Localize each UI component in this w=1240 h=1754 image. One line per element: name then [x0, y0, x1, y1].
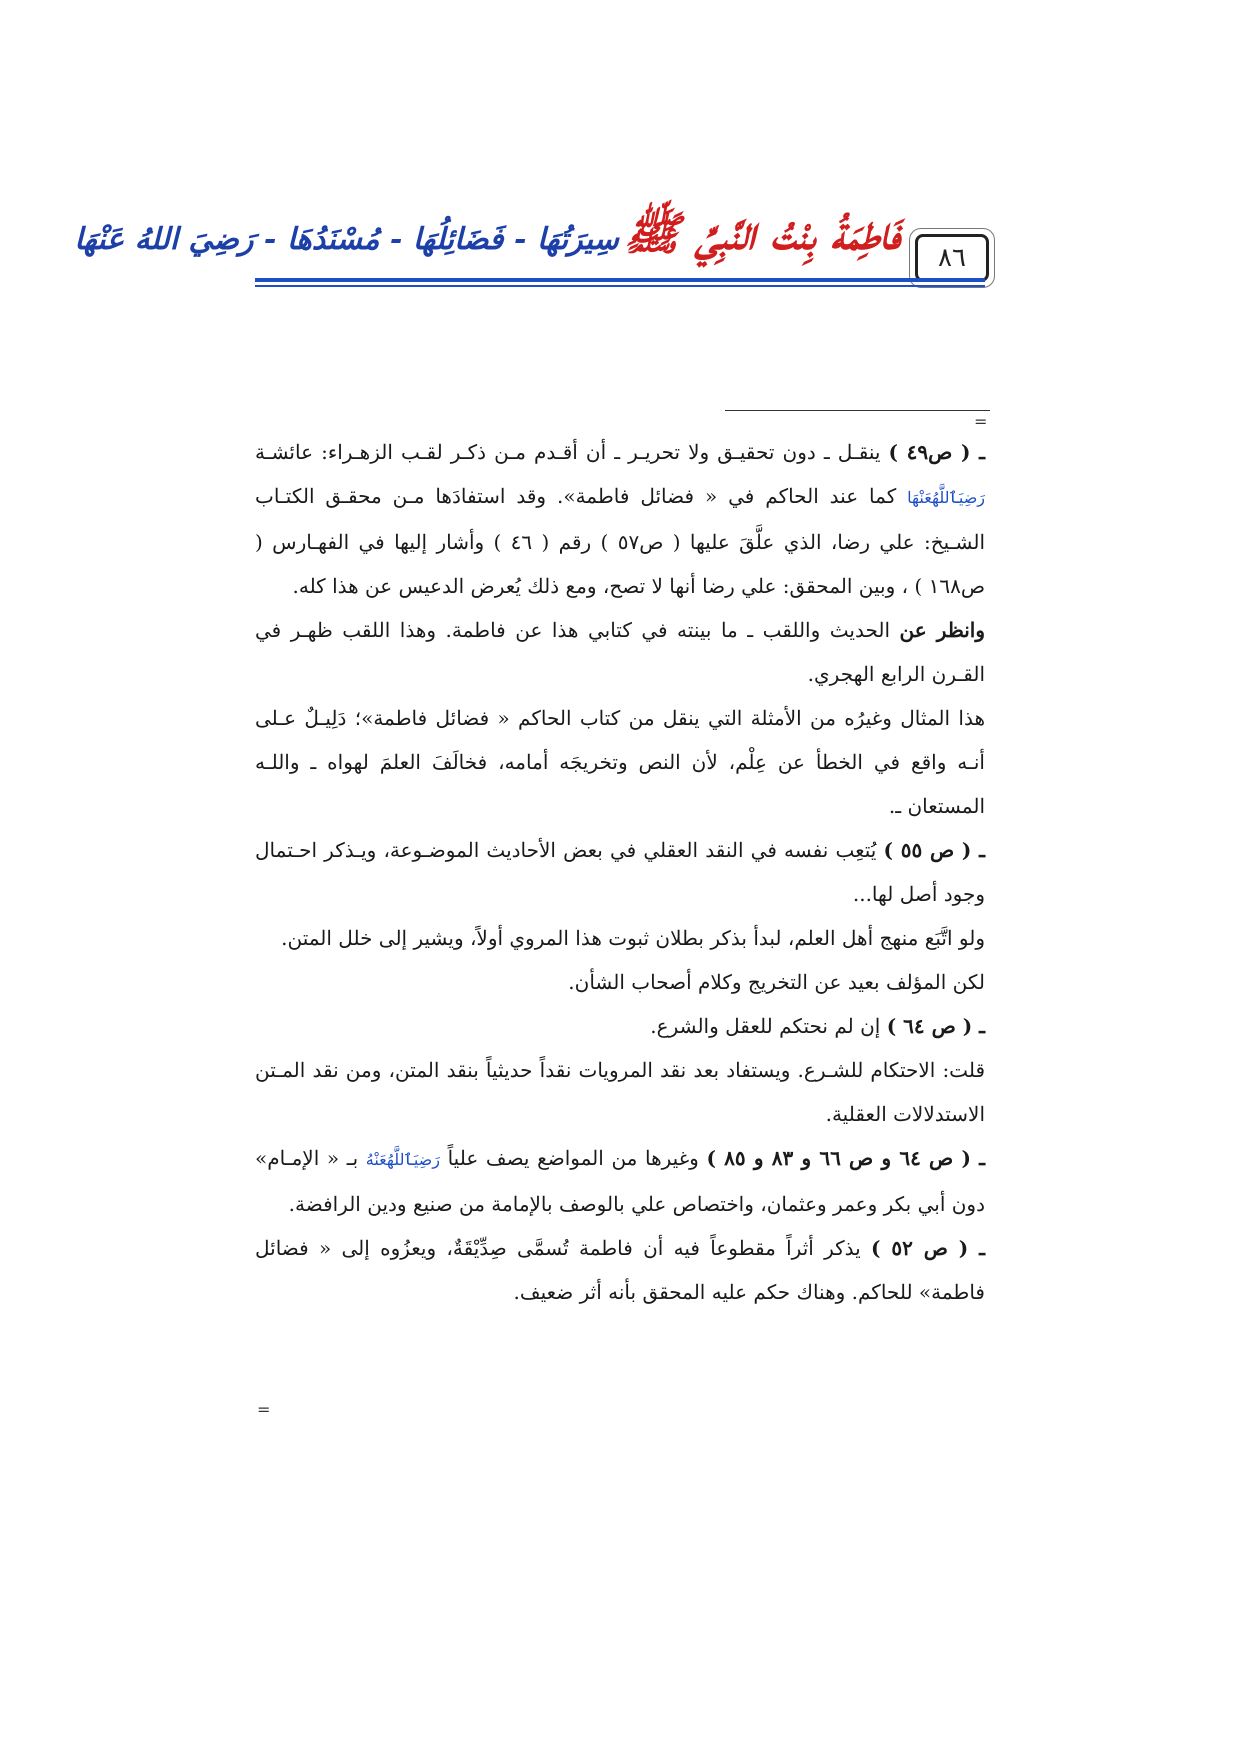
paragraph-lead: وانظر عن [899, 618, 986, 642]
paragraph-lead: ـ ( ص٤٩ ) [888, 440, 985, 464]
paragraph [255, 1136, 985, 1226]
paragraph-text: لكن المؤلف بعيد عن التخريج وكلام أصحاب الشأن. [568, 970, 985, 994]
paragraph-text: الحديث واللقب ـ ما بينته في كتابي هذا عن فاطمة. وهذا اللقب ظهـر في القـرن الرابع الهجري. [255, 618, 985, 686]
paragraph-lead: ـ ( ص ٥٥ ) [883, 838, 985, 862]
paragraph-lead: ـ ( ص ٦٤ و ص ٦٦ و ٨٣ و ٨٥ ) [706, 1146, 985, 1170]
paragraph [255, 1004, 985, 1048]
paragraph [255, 1226, 985, 1314]
paragraph [255, 1048, 985, 1136]
paragraph [255, 916, 985, 960]
book-title-sub: سِيرَتُهَا - فَضَائِلُهَا - مُسْنَدُهَا - رَضِيَ اللهُ عَنْهَا [74, 222, 619, 257]
page-number [915, 234, 989, 282]
page-header [0, 0, 1240, 300]
paragraph-tail: بـ « الإمـام» دون أبي بكر وعمر وعثمان، واختصاص علي بالوصف بالإمامة من صنيع ودين الرافضة. [255, 1146, 985, 1216]
book-title-main: فَاطِمَةُ بِنْتُ النَّبِيِّ ﷺ [624, 206, 900, 260]
paragraph-text: إن لم نحتكم للعقل والشرع. [650, 1014, 887, 1038]
paragraph [255, 430, 985, 608]
header-rule-thick [255, 278, 985, 282]
paragraph-text: هذا المثال وغيرُه من الأمثلة التي ينقل من كتاب الحاكم « فضائل فاطمة»؛ دَلِيـلٌ عـلى أنـه واقع في الخطأ عن عِلْم، لأن النص وتخريجَه أمامه، فخالَفَ العلمَ لهواه ـ واللـه المستعان ـ. [255, 706, 985, 818]
header-rule-thin [255, 285, 985, 287]
paragraph [255, 696, 985, 828]
footnote-separator [725, 410, 990, 411]
honorific: رَضِيَٱللَّهُعَنْهُ [365, 1150, 440, 1169]
continuation-mark-bottom: = [257, 1400, 271, 1419]
paragraph-text: ينقـل ـ دون تحقيـق ولا تحريـر ـ أن أقـدم مـن ذكـر لقـب الزهـراء: عائشـة [255, 440, 889, 464]
paragraph-text: يذكر أثراً مقطوعاً فيه أن فاطمة تُسمَّى صِدِّيْقَةٌ، ويعزُوه إلى « فضائل فاطمة» للحاكم. وهناك حكم عليه المحقق بأنه أثر ضعيف. [255, 1236, 985, 1304]
paragraph-text: يُتعِب نفسه في النقد العقلي في بعض الأحاديث الموضـوعة، ويـذكر احـتمال وجود أصل لها... [255, 838, 985, 906]
paragraph-tail: كما عند الحاكم في « فضائل فاطمة». وقد استفادَها مـن محقـق الكتـاب الشـيخ: علي رضا، الذي علَّقَ عليها ( ص٥٧ ) رقم ( ٤٦ ) وأشار إليها في الفهـارس ( ص١٦٨ ) ، وبين المحقق: علي رضا أنها لا تصح، ومع ذلك يُعرض الدعيس عن هذا كله. [255, 484, 986, 598]
paragraph-lead: ـ ( ص ٦٤ ) [886, 1014, 985, 1038]
paragraph [255, 608, 985, 696]
page-number-text: ٨٦ [938, 243, 966, 273]
paragraph-text: قلت: الاحتكام للشـرع. ويستفاد بعد نقد المرويات نقداً حديثياً بنقد المتن، ومن نقد المـتن الاستدلالات العقلية. [255, 1058, 985, 1126]
paragraph-lead: ـ ( ص ٥٢ ) [871, 1236, 985, 1260]
paragraph [255, 828, 985, 916]
continuation-mark-top: = [974, 412, 988, 431]
book-title [74, 205, 900, 275]
paragraph-text: وغيرها من المواضع يصف علياً [439, 1146, 707, 1170]
honorific: رَضِيَٱللَّهُعَنْهَا [907, 488, 985, 507]
paragraph-text: ولو اتَّبَع منهج أهل العلم، لبدأ بذكر بطلان ثبوت هذا المروي أولاً، ويشير إلى خلل المتن. [281, 926, 985, 950]
paragraph [255, 960, 985, 1004]
footnote-body [255, 430, 985, 1314]
